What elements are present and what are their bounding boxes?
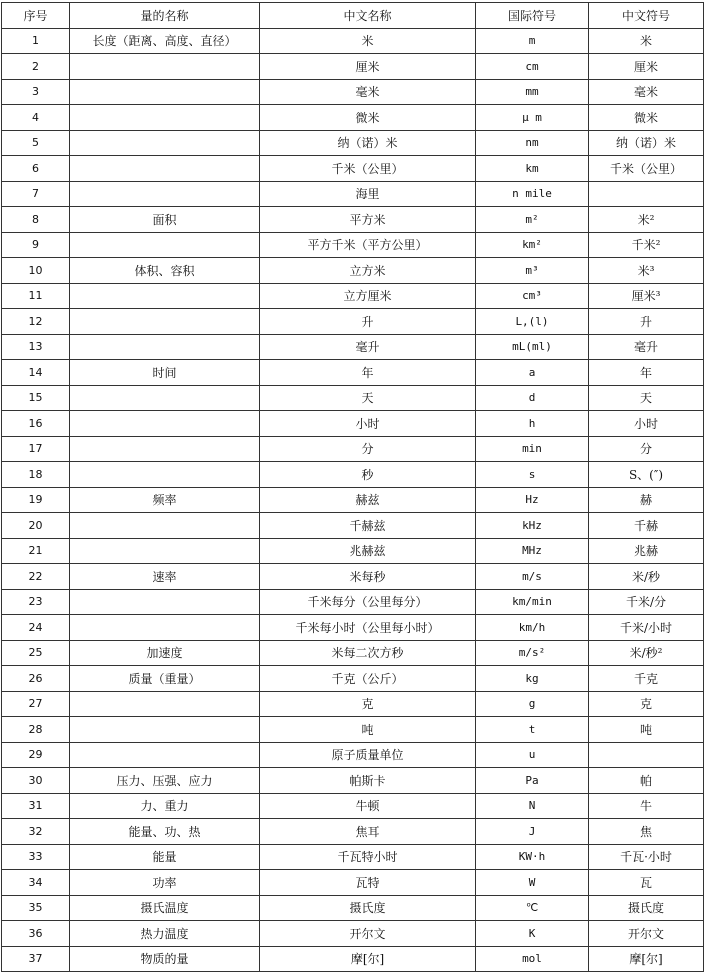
table-row — [2, 105, 704, 131]
cell-cn-symbol: 毫米 — [589, 79, 704, 105]
table-row — [2, 513, 704, 539]
cell-no: 3 — [2, 79, 70, 105]
cell-cn-symbol: 千赫 — [589, 513, 704, 539]
cell-cn-name: 微米 — [260, 105, 476, 131]
cell-quantity — [70, 462, 260, 488]
table-row — [2, 742, 704, 768]
cell-quantity: 加速度 — [70, 640, 260, 666]
cell-cn-name: 千米每小时（公里每小时） — [260, 615, 476, 641]
cell-no: 19 — [2, 487, 70, 513]
table-row — [2, 130, 704, 156]
cell-cn-symbol — [589, 181, 704, 207]
table-row — [2, 181, 704, 207]
cell-cn-name: 摄氏度 — [260, 895, 476, 921]
table-row — [2, 615, 704, 641]
cell-intl-symbol: km/min — [476, 589, 589, 615]
cell-cn-symbol: 升 — [589, 309, 704, 335]
cell-quantity — [70, 615, 260, 641]
cell-cn-name: 吨 — [260, 717, 476, 743]
cell-no: 33 — [2, 844, 70, 870]
cell-cn-name: 米 — [260, 28, 476, 54]
cell-no: 32 — [2, 819, 70, 845]
cell-cn-symbol: 米³ — [589, 258, 704, 284]
cell-cn-symbol — [589, 742, 704, 768]
header-cn-name: 中文名称 — [260, 3, 476, 29]
cell-intl-symbol: L,(l) — [476, 309, 589, 335]
cell-cn-symbol: 赫 — [589, 487, 704, 513]
table-row — [2, 691, 704, 717]
cell-cn-name: 瓦特 — [260, 870, 476, 896]
header-intl-symbol: 国际符号 — [476, 3, 589, 29]
cell-quantity: 压力、压强、应力 — [70, 768, 260, 794]
cell-cn-symbol: 千米/小时 — [589, 615, 704, 641]
cell-cn-symbol: 分 — [589, 436, 704, 462]
cell-quantity: 面积 — [70, 207, 260, 233]
cell-quantity: 能量、功、热 — [70, 819, 260, 845]
cell-no: 21 — [2, 538, 70, 564]
cell-cn-name: 升 — [260, 309, 476, 335]
cell-cn-symbol: 摩[尔] — [589, 946, 704, 972]
cell-cn-name: 牛顿 — [260, 793, 476, 819]
cell-no: 25 — [2, 640, 70, 666]
cell-cn-symbol: 小时 — [589, 411, 704, 437]
cell-quantity — [70, 181, 260, 207]
cell-no: 28 — [2, 717, 70, 743]
table-row — [2, 844, 704, 870]
cell-intl-symbol: Hz — [476, 487, 589, 513]
cell-no: 36 — [2, 921, 70, 947]
cell-cn-symbol: 米 — [589, 28, 704, 54]
cell-cn-name: 平方千米（平方公里） — [260, 232, 476, 258]
table-row — [2, 640, 704, 666]
table-row — [2, 793, 704, 819]
cell-cn-symbol: 毫升 — [589, 334, 704, 360]
table-row — [2, 921, 704, 947]
cell-cn-name: 毫升 — [260, 334, 476, 360]
cell-no: 22 — [2, 564, 70, 590]
cell-cn-name: 米每二次方秒 — [260, 640, 476, 666]
cell-quantity — [70, 54, 260, 80]
cell-cn-symbol: 摄氏度 — [589, 895, 704, 921]
cell-intl-symbol: kg — [476, 666, 589, 692]
cell-cn-name: 千米（公里） — [260, 156, 476, 182]
cell-intl-symbol: nm — [476, 130, 589, 156]
cell-intl-symbol: MHz — [476, 538, 589, 564]
cell-no: 20 — [2, 513, 70, 539]
table-row — [2, 28, 704, 54]
cell-cn-symbol: 吨 — [589, 717, 704, 743]
cell-no: 9 — [2, 232, 70, 258]
cell-no: 2 — [2, 54, 70, 80]
cell-cn-symbol: 年 — [589, 360, 704, 386]
cell-intl-symbol: s — [476, 462, 589, 488]
cell-intl-symbol: cm — [476, 54, 589, 80]
cell-no: 24 — [2, 615, 70, 641]
cell-cn-name: 年 — [260, 360, 476, 386]
cell-intl-symbol: ℃ — [476, 895, 589, 921]
cell-no: 1 — [2, 28, 70, 54]
cell-no: 29 — [2, 742, 70, 768]
cell-intl-symbol: m/s — [476, 564, 589, 590]
cell-cn-name: 纳（诺）米 — [260, 130, 476, 156]
cell-no: 14 — [2, 360, 70, 386]
units-table — [1, 2, 704, 972]
cell-cn-symbol: 天 — [589, 385, 704, 411]
cell-cn-name: 厘米 — [260, 54, 476, 80]
cell-intl-symbol: m/s² — [476, 640, 589, 666]
cell-intl-symbol: n mile — [476, 181, 589, 207]
cell-no: 26 — [2, 666, 70, 692]
cell-cn-name: 千赫兹 — [260, 513, 476, 539]
cell-cn-symbol: 焦 — [589, 819, 704, 845]
cell-quantity: 质量（重量） — [70, 666, 260, 692]
cell-quantity — [70, 691, 260, 717]
table-row — [2, 207, 704, 233]
table-row — [2, 589, 704, 615]
cell-intl-symbol: u — [476, 742, 589, 768]
cell-intl-symbol: KW·h — [476, 844, 589, 870]
cell-no: 7 — [2, 181, 70, 207]
cell-cn-name: 海里 — [260, 181, 476, 207]
cell-cn-name: 帕斯卡 — [260, 768, 476, 794]
header-quantity: 量的名称 — [70, 3, 260, 29]
cell-cn-name: 赫兹 — [260, 487, 476, 513]
cell-quantity — [70, 156, 260, 182]
cell-quantity — [70, 79, 260, 105]
table-row — [2, 717, 704, 743]
cell-cn-name: 天 — [260, 385, 476, 411]
cell-quantity — [70, 742, 260, 768]
cell-no: 18 — [2, 462, 70, 488]
cell-no: 15 — [2, 385, 70, 411]
header-row — [2, 3, 704, 29]
table-row — [2, 870, 704, 896]
cell-no: 16 — [2, 411, 70, 437]
cell-intl-symbol: Pa — [476, 768, 589, 794]
table-row — [2, 79, 704, 105]
cell-quantity — [70, 436, 260, 462]
cell-intl-symbol: mL(ml) — [476, 334, 589, 360]
cell-no: 13 — [2, 334, 70, 360]
cell-quantity: 能量 — [70, 844, 260, 870]
cell-quantity — [70, 717, 260, 743]
table-row — [2, 462, 704, 488]
cell-cn-symbol: 米/秒² — [589, 640, 704, 666]
cell-cn-symbol: 兆赫 — [589, 538, 704, 564]
table-row — [2, 411, 704, 437]
cell-cn-name: 克 — [260, 691, 476, 717]
cell-quantity — [70, 411, 260, 437]
cell-cn-symbol: 千克 — [589, 666, 704, 692]
cell-cn-symbol: 微米 — [589, 105, 704, 131]
cell-no: 30 — [2, 768, 70, 794]
cell-no: 23 — [2, 589, 70, 615]
cell-intl-symbol: N — [476, 793, 589, 819]
header-no: 序号 — [2, 3, 70, 29]
table-row — [2, 334, 704, 360]
cell-no: 34 — [2, 870, 70, 896]
table-row — [2, 946, 704, 972]
table-row — [2, 487, 704, 513]
cell-cn-name: 千米每分（公里每分） — [260, 589, 476, 615]
cell-no: 5 — [2, 130, 70, 156]
cell-no: 27 — [2, 691, 70, 717]
cell-cn-name: 毫米 — [260, 79, 476, 105]
cell-intl-symbol: t — [476, 717, 589, 743]
cell-quantity: 物质的量 — [70, 946, 260, 972]
cell-no: 17 — [2, 436, 70, 462]
cell-quantity — [70, 105, 260, 131]
table-row — [2, 309, 704, 335]
cell-quantity: 体积、容积 — [70, 258, 260, 284]
cell-cn-name: 焦耳 — [260, 819, 476, 845]
cell-no: 8 — [2, 207, 70, 233]
table-row — [2, 768, 704, 794]
table-row — [2, 666, 704, 692]
table-row — [2, 156, 704, 182]
cell-cn-symbol: 千米（公里） — [589, 156, 704, 182]
cell-no: 11 — [2, 283, 70, 309]
cell-intl-symbol: a — [476, 360, 589, 386]
cell-cn-name: 立方米 — [260, 258, 476, 284]
table-row — [2, 538, 704, 564]
table-row — [2, 360, 704, 386]
cell-quantity — [70, 130, 260, 156]
cell-quantity — [70, 513, 260, 539]
cell-quantity — [70, 232, 260, 258]
cell-intl-symbol: J — [476, 819, 589, 845]
cell-cn-symbol: S、(″) — [589, 462, 704, 488]
cell-cn-name: 兆赫兹 — [260, 538, 476, 564]
cell-no: 6 — [2, 156, 70, 182]
cell-cn-symbol: 厘米 — [589, 54, 704, 80]
table-row — [2, 436, 704, 462]
table-row — [2, 895, 704, 921]
cell-quantity — [70, 334, 260, 360]
cell-quantity: 时间 — [70, 360, 260, 386]
cell-cn-symbol: 千瓦·小时 — [589, 844, 704, 870]
cell-cn-symbol: 厘米³ — [589, 283, 704, 309]
cell-intl-symbol: K — [476, 921, 589, 947]
cell-quantity: 长度（距离、高度、直径） — [70, 28, 260, 54]
cell-intl-symbol: μ m — [476, 105, 589, 131]
cell-quantity: 力、重力 — [70, 793, 260, 819]
table-row — [2, 283, 704, 309]
cell-cn-name: 小时 — [260, 411, 476, 437]
cell-cn-symbol: 纳（诺）米 — [589, 130, 704, 156]
table-row — [2, 258, 704, 284]
cell-quantity — [70, 283, 260, 309]
cell-cn-name: 分 — [260, 436, 476, 462]
cell-quantity: 热力温度 — [70, 921, 260, 947]
cell-cn-symbol: 千米/分 — [589, 589, 704, 615]
cell-cn-symbol: 牛 — [589, 793, 704, 819]
cell-cn-name: 平方米 — [260, 207, 476, 233]
cell-no: 4 — [2, 105, 70, 131]
header-cn-symbol: 中文符号 — [589, 3, 704, 29]
cell-quantity — [70, 538, 260, 564]
table-row — [2, 54, 704, 80]
cell-intl-symbol: mol — [476, 946, 589, 972]
cell-cn-name: 秒 — [260, 462, 476, 488]
cell-intl-symbol: h — [476, 411, 589, 437]
cell-cn-symbol: 克 — [589, 691, 704, 717]
cell-intl-symbol: mm — [476, 79, 589, 105]
cell-no: 35 — [2, 895, 70, 921]
table-body — [2, 28, 704, 972]
table-row — [2, 232, 704, 258]
cell-intl-symbol: km² — [476, 232, 589, 258]
cell-no: 37 — [2, 946, 70, 972]
cell-intl-symbol: kHz — [476, 513, 589, 539]
cell-cn-symbol: 米² — [589, 207, 704, 233]
cell-intl-symbol: d — [476, 385, 589, 411]
cell-cn-name: 立方厘米 — [260, 283, 476, 309]
cell-no: 10 — [2, 258, 70, 284]
cell-cn-name: 千瓦特小时 — [260, 844, 476, 870]
cell-quantity — [70, 385, 260, 411]
cell-quantity: 频率 — [70, 487, 260, 513]
cell-cn-symbol: 千米² — [589, 232, 704, 258]
cell-intl-symbol: km/h — [476, 615, 589, 641]
cell-intl-symbol: min — [476, 436, 589, 462]
table-row — [2, 819, 704, 845]
cell-no: 31 — [2, 793, 70, 819]
cell-cn-symbol: 开尔文 — [589, 921, 704, 947]
cell-cn-name: 摩[尔] — [260, 946, 476, 972]
cell-intl-symbol: m² — [476, 207, 589, 233]
cell-cn-symbol: 瓦 — [589, 870, 704, 896]
cell-quantity: 摄氏温度 — [70, 895, 260, 921]
cell-cn-name: 米每秒 — [260, 564, 476, 590]
cell-quantity — [70, 589, 260, 615]
cell-no: 12 — [2, 309, 70, 335]
cell-cn-symbol: 米/秒 — [589, 564, 704, 590]
cell-cn-name: 原子质量单位 — [260, 742, 476, 768]
cell-intl-symbol: m³ — [476, 258, 589, 284]
table-row — [2, 564, 704, 590]
cell-intl-symbol: m — [476, 28, 589, 54]
cell-intl-symbol: km — [476, 156, 589, 182]
cell-intl-symbol: cm³ — [476, 283, 589, 309]
cell-cn-name: 开尔文 — [260, 921, 476, 947]
table-row — [2, 385, 704, 411]
cell-quantity: 速率 — [70, 564, 260, 590]
cell-quantity: 功率 — [70, 870, 260, 896]
cell-intl-symbol: g — [476, 691, 589, 717]
cell-cn-name: 千克（公斤） — [260, 666, 476, 692]
cell-quantity — [70, 309, 260, 335]
cell-cn-symbol: 帕 — [589, 768, 704, 794]
cell-intl-symbol: W — [476, 870, 589, 896]
